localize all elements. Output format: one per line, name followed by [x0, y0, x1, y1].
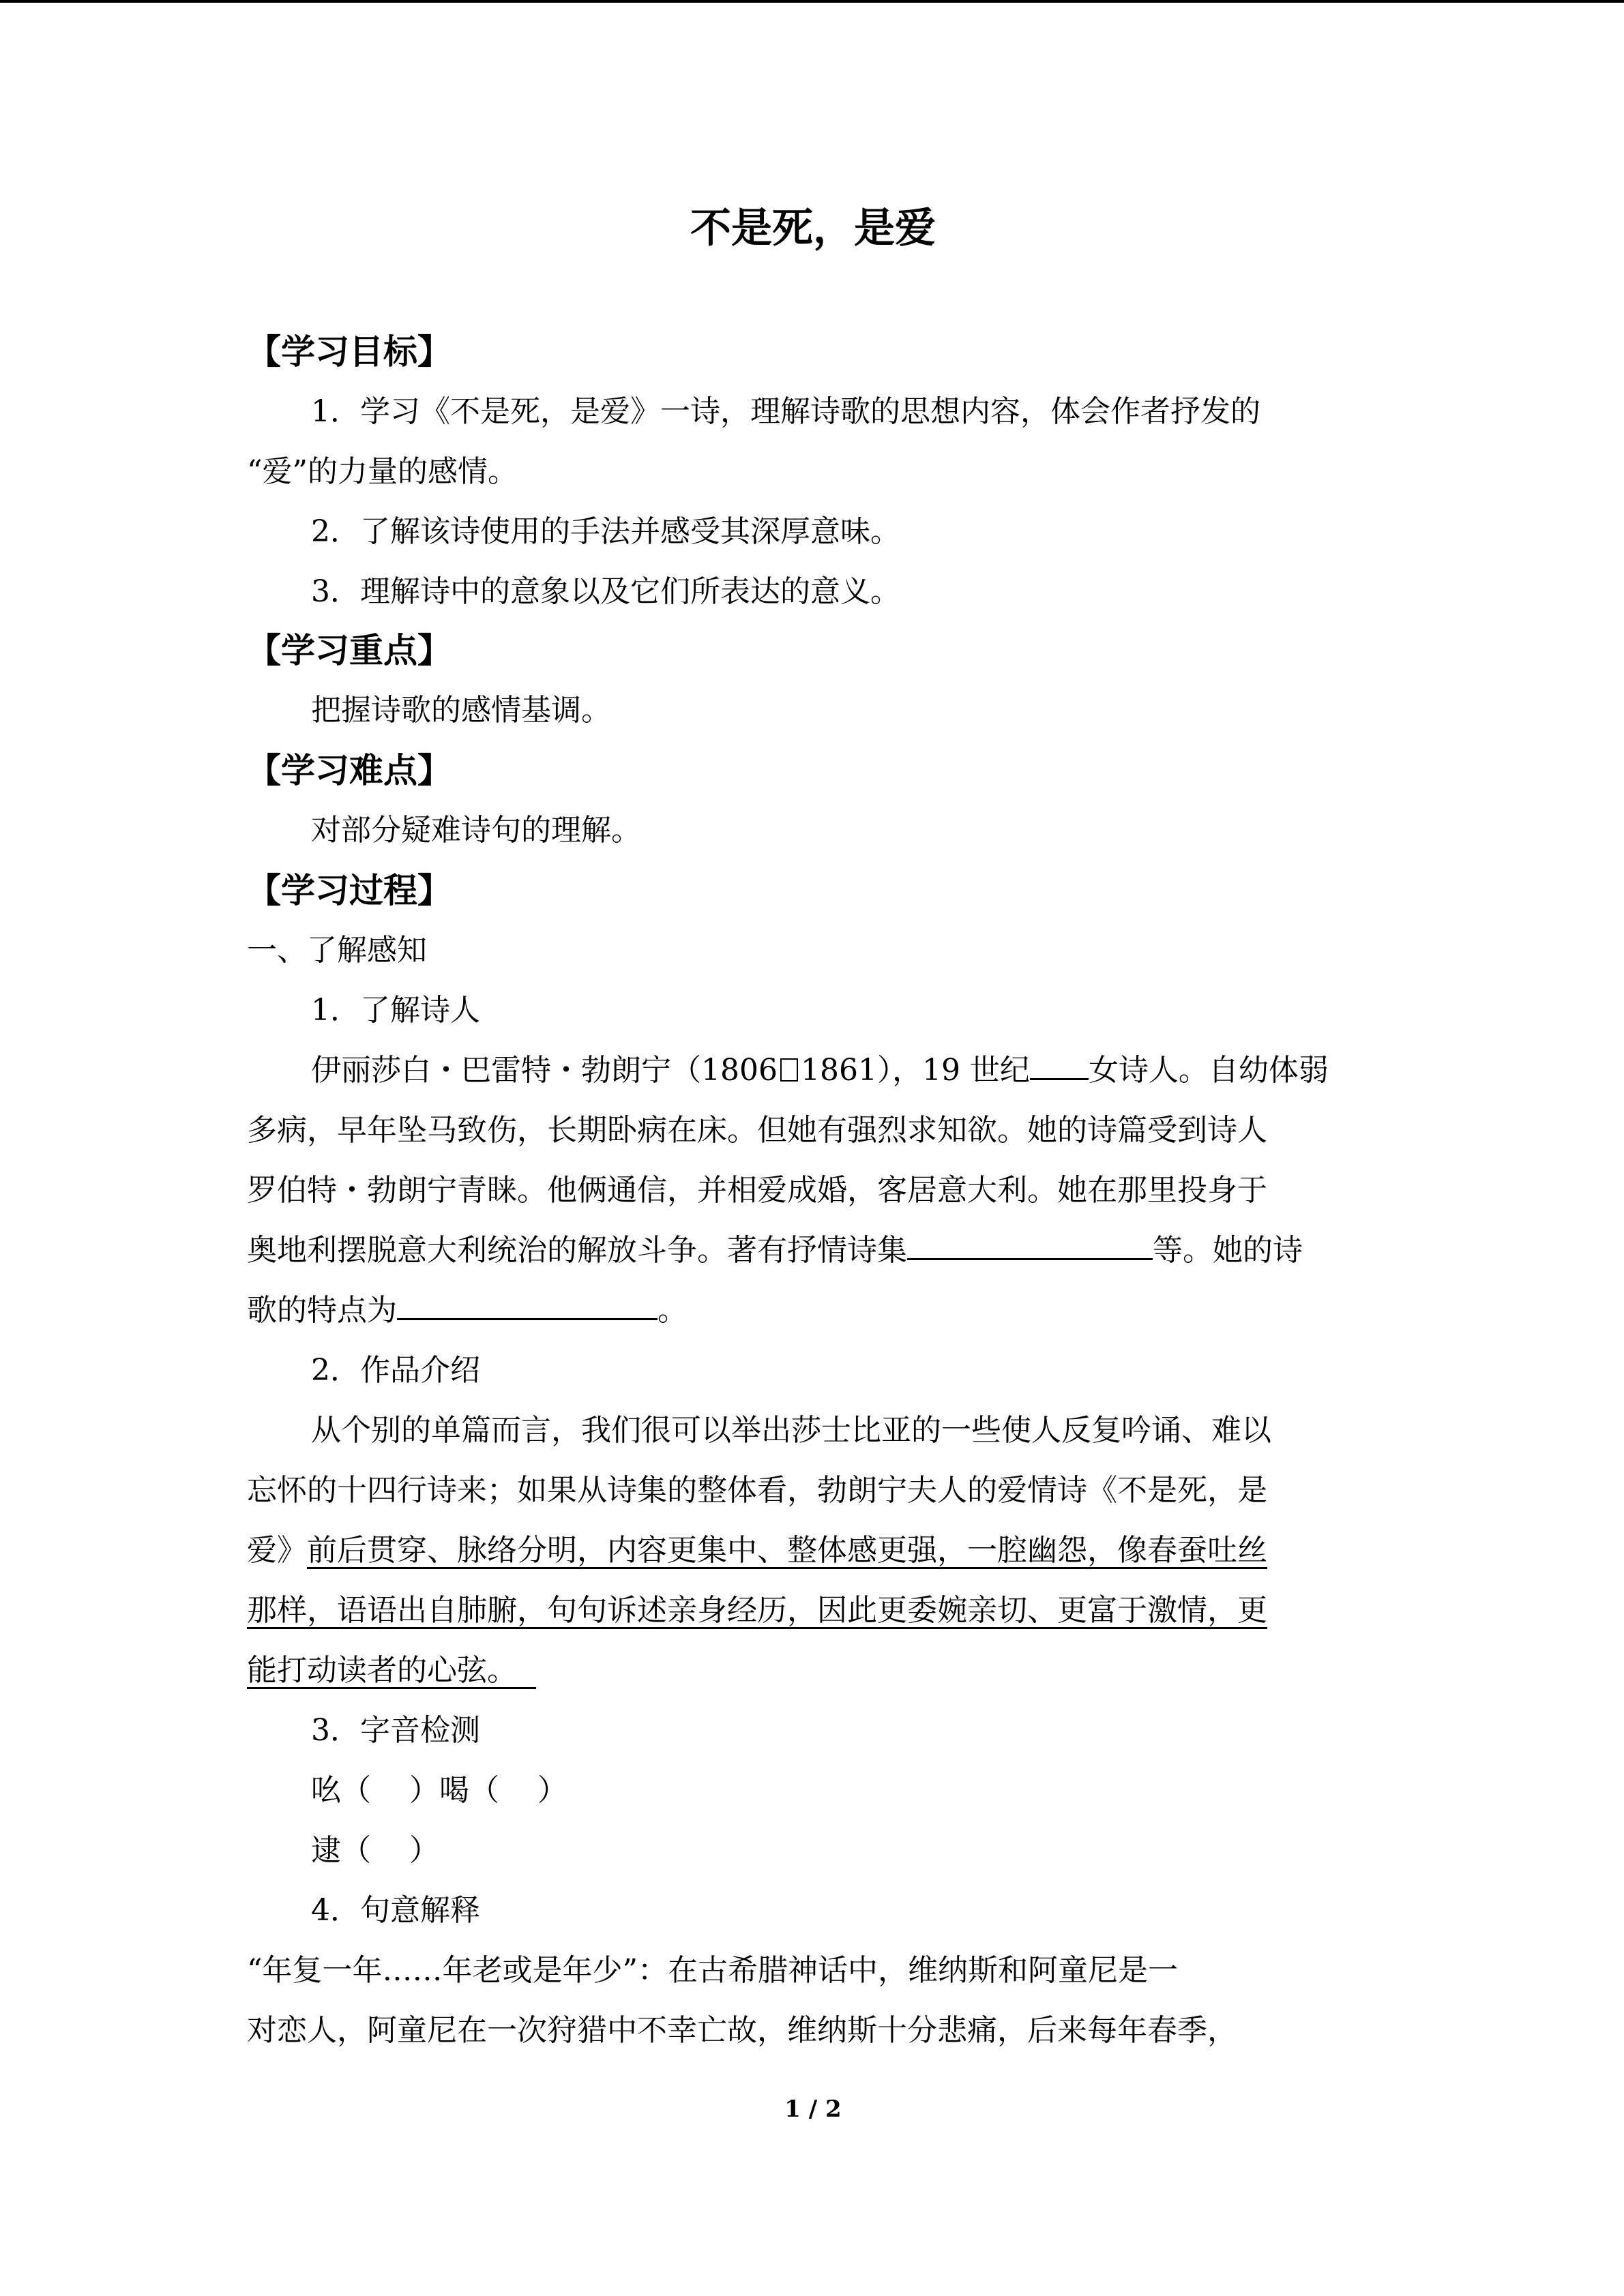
work-paragraph-line-1: 从个别的单篇而言，我们很可以举出莎士比亚的一些使人反复吟诵、难以	[311, 1413, 1271, 1448]
poet-paragraph-line-2: 多病，早年坠马致伤，长期卧病在床。但她有强烈求知欲。她的诗篇受到诗人	[247, 1113, 1267, 1148]
document-title: 不是死，是爱	[690, 205, 936, 252]
objective-2: 2．了解该诗使用的手法并感受其深厚意味。	[311, 514, 900, 549]
heading-key-points: 【学习重点】	[247, 631, 452, 670]
subsection-3-title: 3．字音检测	[311, 1713, 480, 1748]
poet-paragraph-line-3: 罗伯特・勃朗宁青睐。他俩通信，并相爱成婚，客居意大利。她在那里投身于	[247, 1173, 1267, 1208]
poet-paragraph-line-4	[247, 1221, 1303, 1281]
subsection-4-title: 4．句意解释	[311, 1893, 480, 1928]
objective-1-line-2: “爱”的力量的感情。	[247, 454, 518, 489]
poet-paragraph-line-1	[311, 1041, 1329, 1101]
difficulties-text: 对部分疑难诗句的理解。	[311, 813, 641, 848]
subsection-2-title: 2．作品介绍	[311, 1353, 480, 1388]
heading-difficulties: 【学习难点】	[247, 751, 452, 790]
poet-paragraph-line-5	[247, 1281, 688, 1341]
page-number: 1 / 2	[784, 2096, 842, 2123]
poet-line-1-part-b: 1861），19 世纪	[800, 1053, 1030, 1088]
blank-nationality[interactable]	[1030, 1048, 1089, 1080]
heading-objectives: 【学习目标】	[247, 332, 452, 372]
poet-line-1-part-c: 女诗人。自幼体弱	[1088, 1053, 1329, 1088]
explanation-line-1: “年复一年……年老或是年少”：在古希腊神话中，维纳斯和阿童尼是一	[247, 1953, 1178, 1988]
poet-line-4-part-a: 奥地利摆脱意大利统治的解放斗争。著有抒情诗集	[247, 1233, 907, 1268]
work-line-3-part-a: 爱》	[247, 1533, 307, 1568]
work-line-5-underlined: 能打动读者的心弦。	[247, 1653, 517, 1688]
poet-line-1-part-a: 伊丽莎白・巴雷特・勃朗宁（1806	[311, 1053, 778, 1088]
subsection-1-title: 1．了解诗人	[311, 993, 480, 1028]
poet-line-5-part-a: 歌的特点为	[247, 1293, 397, 1328]
work-line-3-underlined: 前后贯穿、脉络分明，内容更集中、整体感更强，一腔幽怨，像春蚕吐丝	[307, 1533, 1267, 1568]
objective-1-line-1: 1．学习《不是死，是爱》一诗，理解诗歌的思想内容，体会作者抒发的	[311, 394, 1260, 429]
work-paragraph-line-3	[247, 1521, 1267, 1581]
work-paragraph-line-2: 忘怀的十四行诗来；如果从诗集的整体看，勃朗宁夫人的爱情诗《不是死，是	[247, 1473, 1267, 1508]
underline-tail	[517, 1653, 536, 1688]
objective-3: 3．理解诗中的意象以及它们所表达的意义。	[311, 574, 900, 609]
pronunciation-line-1: 吆（ ）喝（ ）	[311, 1773, 567, 1808]
top-border-line	[0, 0, 1624, 3]
work-paragraph-line-4	[247, 1581, 1267, 1641]
work-line-4-underlined: 那样，语语出自肺腑，句句诉述亲身经历，因此更委婉亲切、更富于激情，更	[247, 1593, 1267, 1628]
blank-poetry-features[interactable]	[397, 1288, 658, 1320]
part-1-title: 一、了解感知	[247, 933, 427, 968]
work-paragraph-line-5	[247, 1641, 536, 1701]
missing-glyph-box	[780, 1058, 798, 1082]
pronunciation-line-2: 逮（ ）	[311, 1833, 439, 1868]
heading-process: 【学习过程】	[247, 871, 452, 910]
blank-poetry-collection[interactable]	[907, 1228, 1153, 1260]
poet-line-4-part-b: 等。她的诗	[1153, 1233, 1303, 1268]
explanation-line-2: 对恋人，阿童尼在一次狩猎中不幸亡故，维纳斯十分悲痛，后来每年春季，	[247, 2013, 1237, 2048]
poet-line-5-part-b: 。	[658, 1293, 688, 1328]
key-points-text: 把握诗歌的感情基调。	[311, 693, 611, 728]
